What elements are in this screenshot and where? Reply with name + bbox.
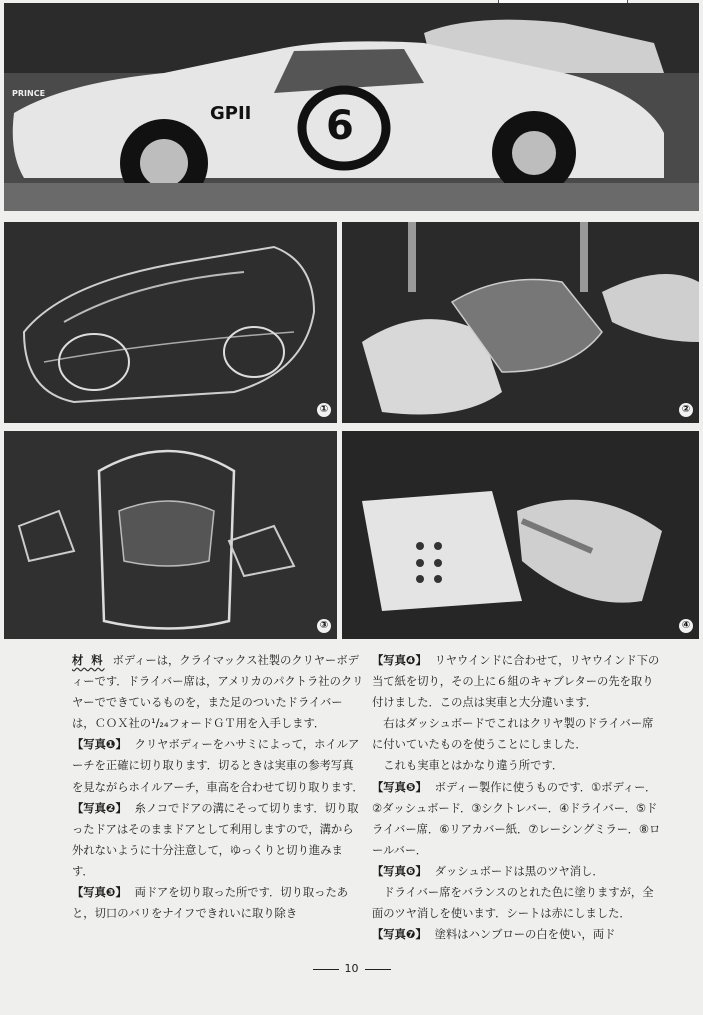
photo-4-text: リヤウインドに合わせて，リヤウインド下の当て紙を切り，その上に６組のキャブレターの先を取り付けました．この点は実車と大分違います． <box>372 654 660 710</box>
photo-2-tag: 【写真❷】 <box>72 801 127 815</box>
photo-7-tag: 【写真❼】 <box>372 928 427 942</box>
photo-number-2: ② <box>679 403 693 417</box>
paragraph-photo-3 <box>72 882 364 924</box>
photo-3-text: 両ドアを切り取った所です．切り取ったあと，切口のバリをナイフできれいに取り除き <box>72 886 349 921</box>
photo-number-1: ① <box>317 403 331 417</box>
car-sponsor-text: GPII <box>210 103 252 124</box>
photo-5-tag: 【写真❺】 <box>372 780 427 794</box>
materials-heading: 材 料 <box>72 654 105 667</box>
paragraph-photo-5 <box>372 777 664 861</box>
paragraph-dashboard <box>372 713 664 755</box>
photo-race-car <box>4 3 699 211</box>
paragraph-photo-7 <box>372 924 664 945</box>
photo-5-text: ボディー製作に使うものです．①ボディー．②ダッシュボード．③シクトレバー．④ドライバー．⑤ドライバー席．⑥リアカバー紙．⑦レーシングミラー．⑧ロールバー． <box>372 780 661 857</box>
paragraph-photo-2 <box>72 798 364 882</box>
photo-1-tag: 【写真❶】 <box>72 738 127 752</box>
paragraph-differs <box>372 755 664 776</box>
prince-text: PRINCE <box>12 89 46 98</box>
page-number-value: 10 <box>344 962 359 975</box>
paragraph-photo-6 <box>372 861 664 882</box>
page-number <box>0 962 703 975</box>
text-column-left <box>72 650 364 924</box>
differs-text: これも実車とはかなり違う所です． <box>383 759 564 773</box>
photo-4-rear-window-dashboard <box>342 431 699 639</box>
paragraph-photo-4 <box>372 650 664 713</box>
photo-number-3: ③ <box>317 619 331 633</box>
driver-seat-text: ドライバー席をバランスのとれた色に塗りますが，全面のツヤ消しを使います．シートは赤にしました． <box>372 886 654 921</box>
photo-3-doors-removed <box>4 431 337 639</box>
photo-6-text: ダッシュボードは黒のツヤ消し． <box>434 864 604 878</box>
photo-1-clear-body <box>4 222 337 423</box>
photo-7-text: 塗料はハンブローの白を使い，両ド <box>434 928 616 942</box>
photo-3-tag: 【写真❸】 <box>72 886 127 900</box>
photo-1-text: クリヤボディーをハサミによって，ホイルアーチを正確に切り取ります．切るときは実車の参考写真を見ながらホイルアーチ，車高を合わせて切り取ります． <box>72 738 364 794</box>
photo-2-text: 糸ノコでドアの溝にそって切ります．切り取ったドアはそのままドアとして利用しますので，溝から外れないように十分注意して，ゆっくりと切り進みます． <box>72 801 359 878</box>
dashboard-text: 右はダッシュボードでこれはクリヤ製のドライバー席に付いていたものを使うことにしました． <box>372 717 654 752</box>
materials-text: ボディーは，クライマックス社製のクリヤーボディーです．ドライバー席は，アメリカのパクトラ社のクリヤーでできているものを，また足のついたドライバーは，ＣＯＸ社の¹/₂₄フォードＧＴ用を入手します． <box>72 654 364 731</box>
text-column-right <box>372 650 664 945</box>
paragraph-photo-1 <box>72 734 364 797</box>
car-number: 6 <box>326 103 354 149</box>
photo-6-tag: 【写真❻】 <box>372 864 427 878</box>
paragraph-materials <box>72 650 364 734</box>
photo-4-tag: 【写真❹】 <box>372 654 427 667</box>
photo-number-4: ④ <box>679 619 693 633</box>
photo-2-cutting <box>342 222 699 423</box>
paragraph-driver-seat <box>372 882 664 924</box>
